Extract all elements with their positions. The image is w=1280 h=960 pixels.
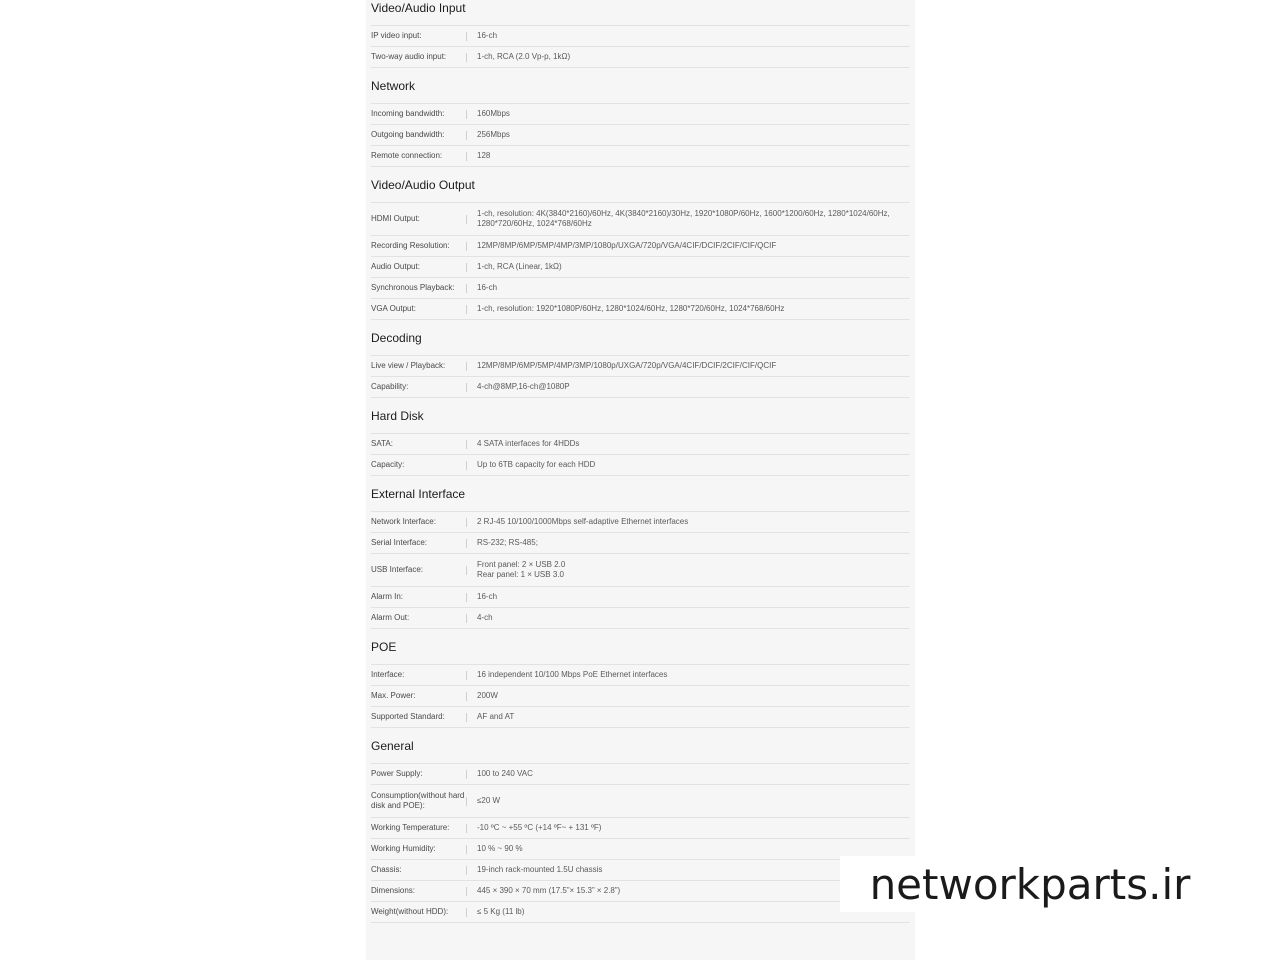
spec-label: Weight(without HDD):	[371, 907, 449, 916]
spec-row	[371, 881, 910, 902]
spec-row	[371, 47, 910, 68]
spec-row	[371, 26, 910, 47]
spec-value: 16-ch	[477, 31, 498, 40]
spec-label: Interface:	[371, 670, 405, 679]
spec-row	[371, 125, 910, 146]
spec-label: Audio Output:	[371, 262, 420, 271]
spec-label: Capability:	[371, 382, 409, 391]
spec-value: 2 RJ-45 10/100/1000Mbps self-adaptive Ethernet interfaces	[477, 517, 689, 526]
spec-section	[371, 167, 910, 320]
spec-divider	[466, 131, 477, 140]
spec-divider	[466, 110, 477, 119]
spec-value: -10 ºC ~ +55 ºC (+14 ºF~ + 131 ºF)	[477, 823, 602, 832]
spec-divider	[466, 263, 477, 272]
spec-label: Synchronous Playback:	[371, 283, 455, 292]
spec-section	[371, 728, 910, 923]
section-title: External Interface	[371, 476, 910, 512]
spec-value: RS-232; RS-485;	[477, 538, 538, 547]
spec-row	[371, 764, 910, 785]
spec-row	[371, 860, 910, 881]
spec-row	[371, 533, 910, 554]
spec-label: Capacity:	[371, 460, 405, 469]
spec-section	[371, 68, 910, 167]
spec-value: AF and AT	[477, 712, 515, 721]
spec-row	[371, 299, 910, 320]
section-title: Video/Audio Output	[371, 167, 910, 203]
spec-row	[371, 902, 910, 923]
spec-divider	[466, 770, 477, 779]
spec-value: Front panel: 2 × USB 2.0 Rear panel: 1 × USB 3.0	[477, 560, 566, 579]
spec-label: Outgoing bandwidth:	[371, 130, 445, 139]
spec-row	[371, 554, 910, 587]
spec-divider	[466, 887, 477, 896]
spec-divider	[466, 614, 477, 623]
spec-divider	[466, 284, 477, 293]
spec-divider	[466, 461, 477, 470]
spec-value: ≤20 W	[477, 796, 501, 805]
spec-row	[371, 104, 910, 125]
spec-divider	[466, 53, 477, 62]
spec-label: Alarm Out:	[371, 613, 410, 622]
spec-divider	[466, 908, 477, 917]
spec-row	[371, 785, 910, 818]
spec-value: 16-ch	[477, 592, 498, 601]
spec-divider	[466, 566, 477, 575]
spec-value: 4-ch	[477, 613, 493, 622]
spec-label: Alarm In:	[371, 592, 404, 601]
spec-label: Chassis:	[371, 865, 402, 874]
spec-row	[371, 839, 910, 860]
spec-row	[371, 203, 910, 236]
section-title: Video/Audio Input	[371, 0, 910, 26]
spec-label: Consumption(without hard disk and POE):	[371, 791, 465, 810]
watermark	[840, 856, 1220, 912]
spec-label: IP video input:	[371, 31, 422, 40]
spec-value: 19-inch rack-mounted 1.5U chassis	[477, 865, 603, 874]
spec-label: Network Interface:	[371, 517, 436, 526]
spec-row	[371, 608, 910, 629]
spec-section	[371, 629, 910, 728]
spec-row	[371, 665, 910, 686]
spec-divider	[466, 362, 477, 371]
spec-value: 445 × 390 × 70 mm (17.5”× 15.3” × 2.8”)	[477, 886, 621, 895]
spec-value: 1-ch, RCA (Linear, 1kΩ)	[477, 262, 562, 271]
spec-section	[371, 398, 910, 476]
spec-row	[371, 377, 910, 398]
spec-value: Up to 6TB capacity for each HDD	[477, 460, 596, 469]
spec-value: 256Mbps	[477, 130, 510, 139]
spec-row	[371, 512, 910, 533]
spec-value: 200W	[477, 691, 498, 700]
spec-row	[371, 455, 910, 476]
watermark-text: networkparts.ir	[869, 859, 1191, 909]
spec-label: Two-way audio input:	[371, 52, 447, 61]
spec-value: 160Mbps	[477, 109, 510, 118]
spec-divider	[466, 539, 477, 548]
spec-value: 1-ch, resolution: 4K(3840*2160)/60Hz, 4K(3840*2160)/30Hz, 1920*1080P/60Hz, 1600*1200/60Hz, 1280*1024/60Hz, 1280*720/60Hz, 1024*768/60Hz	[477, 209, 890, 228]
spec-label: Supported Standard:	[371, 712, 445, 721]
spec-value: 100 to 240 VAC	[477, 769, 533, 778]
spec-row	[371, 236, 910, 257]
spec-label: Power Supply:	[371, 769, 423, 778]
spec-section	[371, 0, 910, 68]
spec-row	[371, 587, 910, 608]
spec-value: 1-ch, RCA (2.0 Vp-p, 1kΩ)	[477, 52, 571, 61]
spec-label: HDMI Output:	[371, 214, 420, 223]
spec-label: Live view / Playback:	[371, 361, 446, 370]
spec-section	[371, 320, 910, 398]
spec-value: 4-ch@8MP,16-ch@1080P	[477, 382, 570, 391]
spec-divider	[466, 215, 477, 224]
section-title: General	[371, 728, 910, 764]
spec-divider	[466, 671, 477, 680]
spec-label: Recording Resolution:	[371, 241, 450, 250]
spec-label: USB Interface:	[371, 565, 424, 574]
spec-value: 128	[477, 151, 491, 160]
spec-label: Working Humidity:	[371, 844, 436, 853]
spec-divider	[466, 713, 477, 722]
spec-label: Serial Interface:	[371, 538, 428, 547]
section-title: POE	[371, 629, 910, 665]
spec-label: Remote connection:	[371, 151, 443, 160]
spec-divider	[466, 866, 477, 875]
spec-divider	[466, 518, 477, 527]
section-title: Hard Disk	[371, 398, 910, 434]
spec-value: 16-ch	[477, 283, 498, 292]
spec-label: Incoming bandwidth:	[371, 109, 445, 118]
section-title: Decoding	[371, 320, 910, 356]
spec-list	[371, 0, 910, 923]
spec-value: 1-ch, resolution: 1920*1080P/60Hz, 1280*1024/60Hz, 1280*720/60Hz, 1024*768/60Hz	[477, 304, 785, 313]
spec-row	[371, 686, 910, 707]
spec-row	[371, 356, 910, 377]
spec-row	[371, 257, 910, 278]
spec-value: 10 % ~ 90 %	[477, 844, 523, 853]
spec-divider	[466, 797, 477, 806]
spec-divider	[466, 824, 477, 833]
spec-row	[371, 146, 910, 167]
spec-label: Working Temperature:	[371, 823, 450, 832]
spec-divider	[466, 845, 477, 854]
spec-value: ≤ 5 Kg (11 lb)	[477, 907, 525, 916]
spec-value: 4 SATA interfaces for 4HDDs	[477, 439, 580, 448]
spec-divider	[466, 305, 477, 314]
spec-row	[371, 818, 910, 839]
spec-value: 12MP/8MP/6MP/5MP/4MP/3MP/1080p/UXGA/720p/VGA/4CIF/DCIF/2CIF/CIF/QCIF	[477, 361, 777, 370]
spec-divider	[466, 692, 477, 701]
spec-label: SATA:	[371, 439, 393, 448]
spec-divider	[466, 32, 477, 41]
spec-divider	[466, 242, 477, 251]
spec-row	[371, 707, 910, 728]
spec-value: 12MP/8MP/6MP/5MP/4MP/3MP/1080p/UXGA/720p/VGA/4CIF/DCIF/2CIF/CIF/QCIF	[477, 241, 777, 250]
section-title: Network	[371, 68, 910, 104]
spec-divider	[466, 593, 477, 602]
spec-panel	[366, 0, 915, 960]
spec-divider	[466, 440, 477, 449]
spec-label: VGA Output:	[371, 304, 416, 313]
spec-label: Dimensions:	[371, 886, 416, 895]
spec-label: Max. Power:	[371, 691, 416, 700]
spec-row	[371, 278, 910, 299]
spec-value: 16 independent 10/100 Mbps PoE Ethernet interfaces	[477, 670, 668, 679]
spec-divider	[466, 152, 477, 161]
spec-divider	[466, 383, 477, 392]
spec-row	[371, 434, 910, 455]
spec-section	[371, 476, 910, 629]
